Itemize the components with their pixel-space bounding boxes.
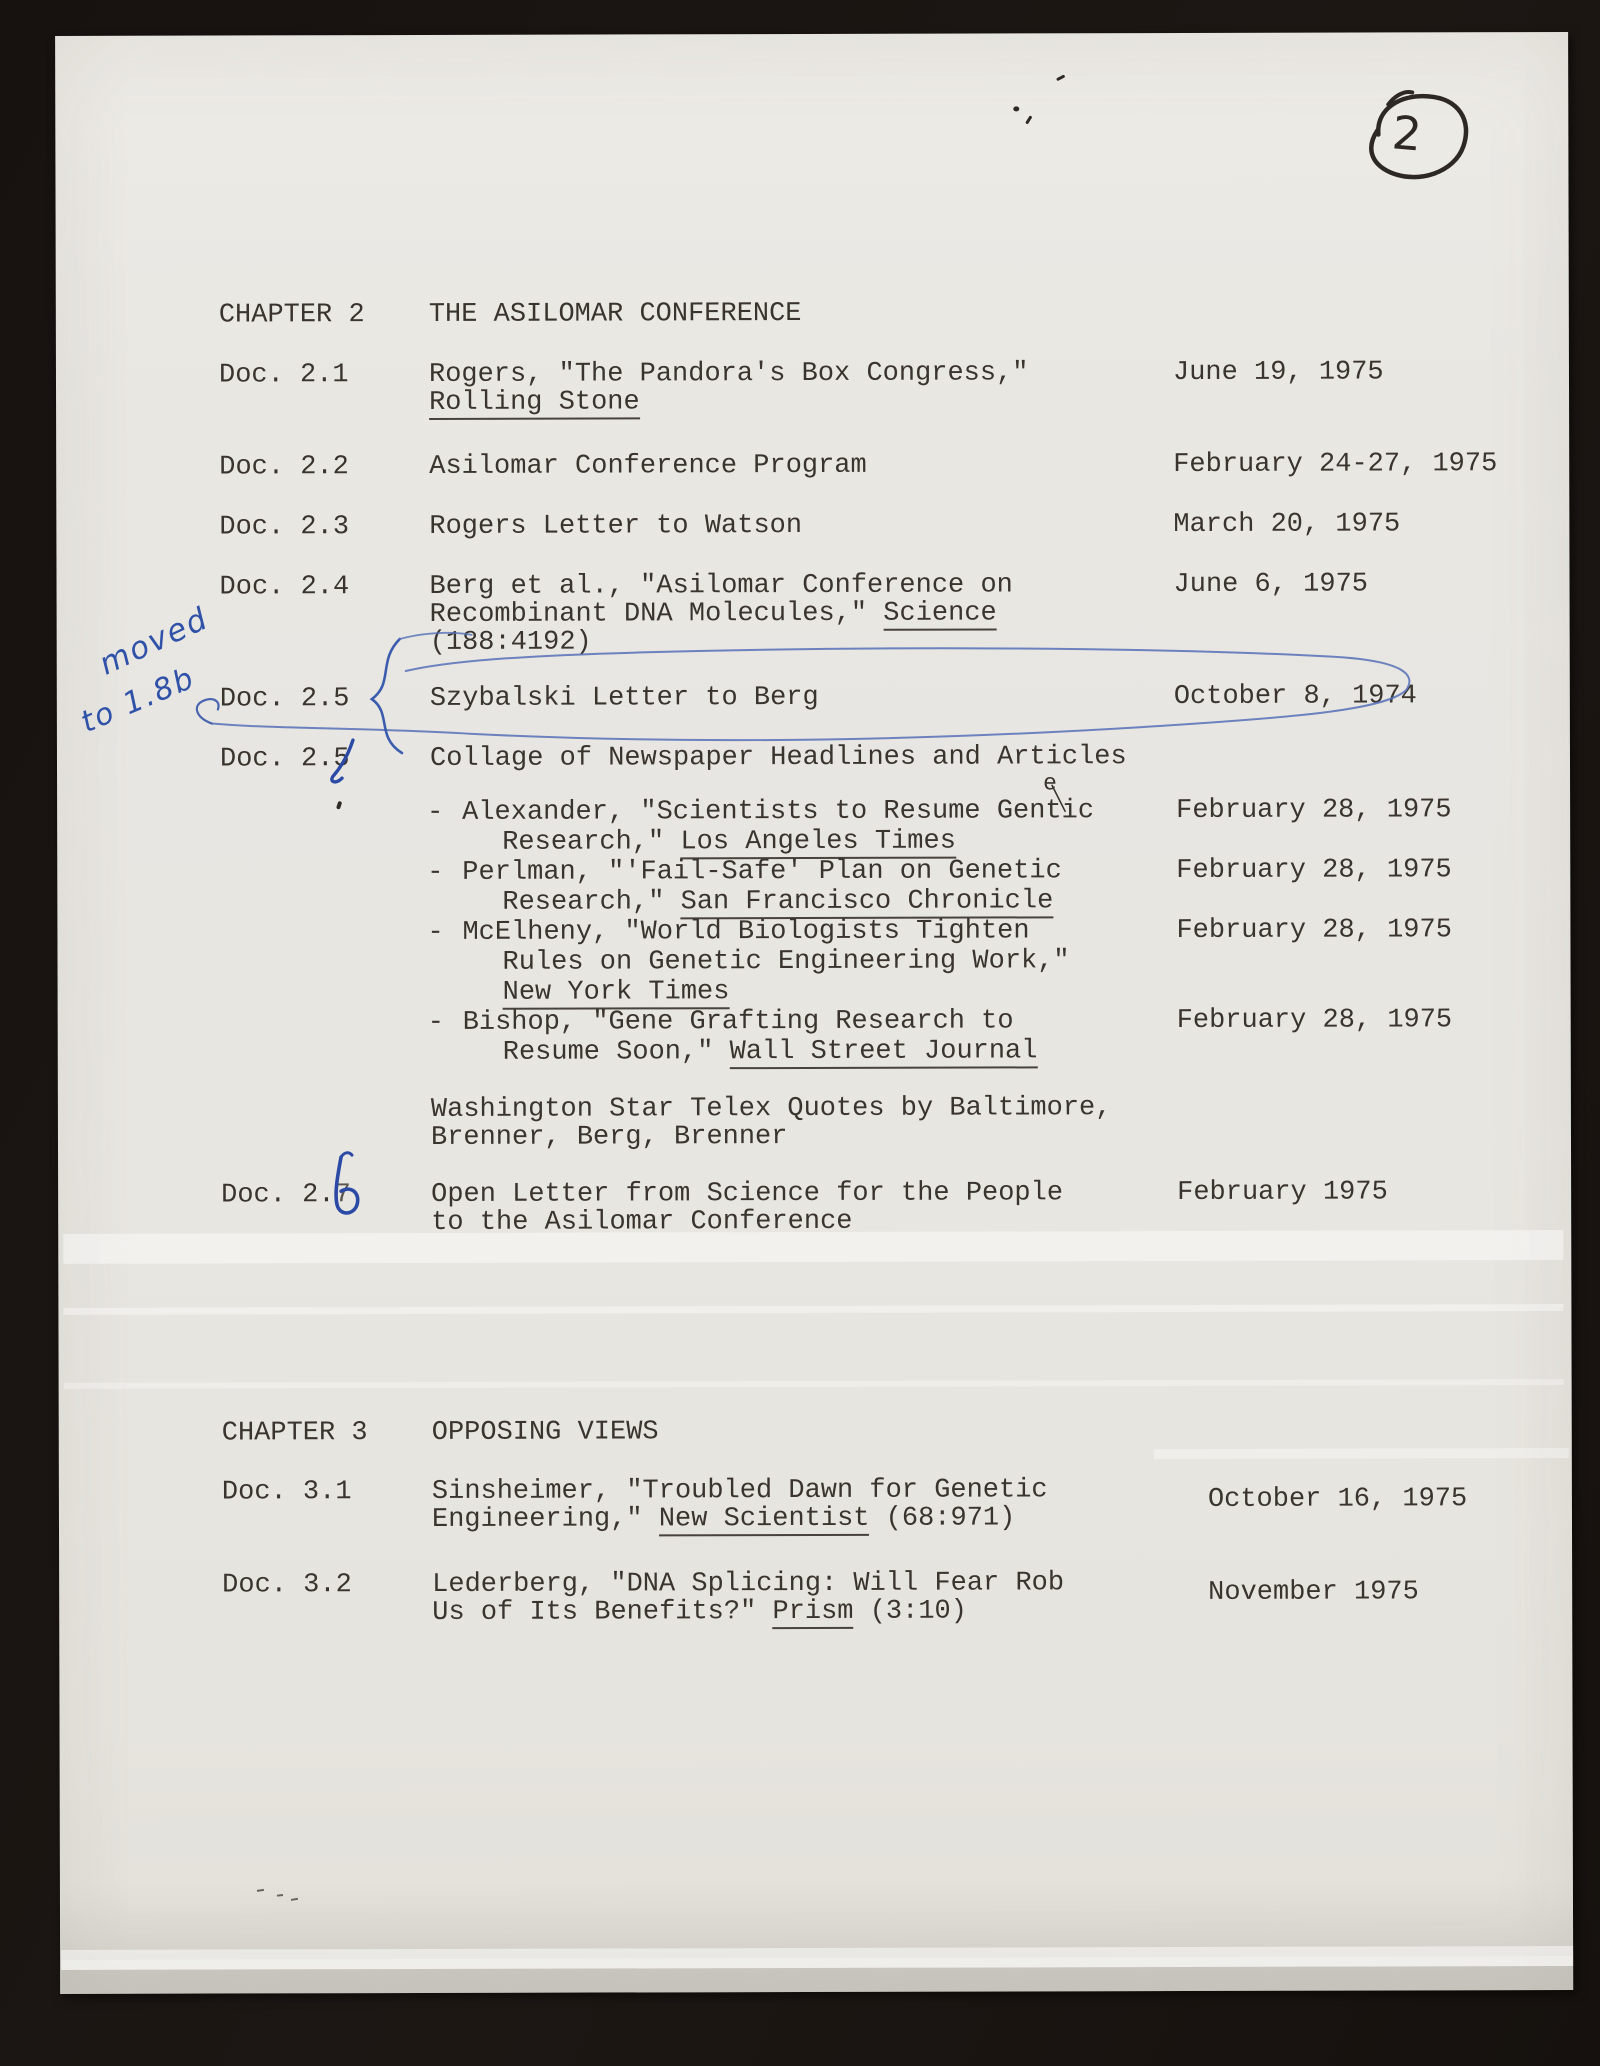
doc-label: [220, 745, 350, 773]
doc-title-line: [432, 1504, 1015, 1534]
text-segment: San Francisco Chronicle: [680, 886, 1054, 918]
doc-label-digit: 5: [333, 744, 350, 775]
text-segment: Research,": [502, 827, 681, 858]
doc-label: Doc. 2.4: [219, 572, 350, 603]
text-segment: Szybalski Letter to Berg: [429, 682, 819, 714]
doc-date: February 28, 1975: [1176, 915, 1452, 947]
collage-item-line: [502, 828, 956, 857]
doc-date: March 20, 1975: [1173, 509, 1401, 541]
telex-note-line: [431, 1123, 788, 1152]
text-segment: Wall Street Journal: [729, 1036, 1038, 1068]
text-segment: Asilomar Conference Program: [429, 450, 867, 482]
collage-item-line: [503, 1037, 1038, 1066]
text-segment: Berg et al., "Asilomar Conference on: [429, 570, 1013, 602]
chapter-title: THE ASILOMAR CONFERENCE: [428, 298, 802, 330]
doc-label: Doc. 2.2: [219, 452, 349, 483]
doc-title-line: [429, 388, 640, 417]
doc-title-line: [430, 629, 592, 657]
text-segment: Rules on Genetic Engineering Work,": [502, 946, 1070, 978]
doc-date: October 8, 1974: [1173, 681, 1417, 713]
doc-title-line: [432, 1598, 967, 1627]
bullet-dash: -: [427, 917, 444, 948]
text-segment: Us of Its Benefits?": [432, 1597, 773, 1628]
chapter-label: CHAPTER 3: [221, 1418, 368, 1449]
text-segment: Rogers, "The Pandora's Box Congress,": [428, 358, 1029, 390]
collage-item-line: [463, 1007, 1014, 1036]
doc-label-digit: 7: [334, 1180, 351, 1211]
bullet-dash: -: [427, 797, 444, 828]
doc-date: February 28, 1975: [1176, 855, 1452, 887]
doc-title-line: [430, 743, 1127, 773]
doc-title-line: [432, 1569, 1064, 1599]
doc-title-line: [431, 1208, 852, 1237]
doc-title-line: [429, 359, 1029, 389]
collage-item-line: [502, 947, 1069, 976]
text-segment: Alexander, "Scientists to Resume Gentic: [462, 796, 1095, 828]
text-segment: Rogers Letter to Watson: [429, 510, 803, 542]
doc-date: February 28, 1975: [1176, 795, 1452, 827]
doc-date: June 6, 1975: [1173, 569, 1369, 601]
collage-item-line: [502, 887, 1053, 916]
doc-date: June 19, 1975: [1172, 357, 1384, 389]
collage-item-line: [462, 917, 1029, 946]
text-segment: (188:4192): [429, 627, 592, 658]
doc-date: February 24-27, 1975: [1173, 449, 1498, 481]
doc-label: Doc. 2.3: [219, 512, 350, 543]
bullet-dash: -: [427, 1007, 444, 1038]
text-segment: Open Letter from Science for the People: [431, 1178, 1064, 1210]
inserted-letter-correction: e: [1043, 770, 1057, 797]
text-segment: to the Asilomar Conference: [431, 1206, 853, 1238]
doc-label: Doc. 3.2: [222, 1570, 352, 1601]
moved-note-handwriting: moved: [93, 600, 215, 683]
text-segment: Sinsheimer, "Troubled Dawn for Genetic: [431, 1475, 1048, 1507]
telex-note-line: [431, 1094, 1112, 1124]
text-segment: New York Times: [502, 977, 730, 1008]
chapter-title: OPPOSING VIEWS: [431, 1417, 659, 1448]
bullet-dash: -: [427, 857, 444, 888]
text-segment: Los Angeles Times: [680, 826, 956, 858]
doc-label: [221, 1181, 351, 1209]
doc-title-line: [431, 1179, 1063, 1209]
text-segment: Brenner, Berg, Brenner: [430, 1122, 788, 1153]
text-segment: Research,": [502, 887, 681, 918]
ink-speck: [1013, 106, 1019, 111]
text-segment: McElheny, "World Biologists Tighten: [462, 916, 1030, 948]
text-segment: Rolling Stone: [429, 387, 640, 418]
doc-title-line: [432, 1476, 1048, 1506]
doc-date: February 1975: [1177, 1177, 1388, 1209]
text-segment: Lederberg, "DNA Splicing: Will Fear Rob: [432, 1568, 1065, 1600]
text-segment: Prism: [772, 1596, 854, 1628]
moved-note-handwriting: to 1.8b: [75, 660, 201, 741]
text-segment: (3:10): [853, 1596, 967, 1627]
text-segment: Collage of Newspaper Headlines and Articles: [429, 742, 1127, 774]
text-segment: New Scientist: [658, 1503, 870, 1535]
doc-title-line: [429, 512, 802, 541]
text-segment: Bishop, "Gene Grafting Research to: [462, 1006, 1014, 1038]
chapter-label: CHAPTER 2: [218, 300, 365, 331]
doc-label-prefix: Doc. 2.: [219, 744, 334, 775]
text-segment: Engineering,": [431, 1504, 659, 1535]
page-number: 2: [1390, 105, 1424, 162]
collage-item-line: [462, 797, 1094, 827]
doc-title-line: [429, 452, 867, 481]
doc-label: Doc. 2.5: [219, 684, 350, 715]
doc-date: November 1975: [1208, 1577, 1419, 1608]
doc-label: Doc. 3.1: [221, 1477, 352, 1508]
doc-label: Doc. 2.1: [218, 360, 349, 391]
doc-title-line: [429, 571, 1012, 601]
text-segment: Resume Soon,": [502, 1037, 730, 1068]
collage-item-line: [462, 857, 1062, 887]
text-segment: Perlman, "'Fail-Safe' Plan on Genetic: [462, 856, 1062, 888]
text-segment: Washington Star Telex Quotes by Baltimore,: [430, 1093, 1112, 1125]
text-segment: Science: [883, 598, 997, 629]
doc-title-line: [430, 684, 819, 713]
doc-date: February 28, 1975: [1176, 1005, 1453, 1037]
doc-date: October 16, 1975: [1207, 1484, 1468, 1515]
collage-item-line: [503, 978, 730, 1007]
text-segment: Recombinant DNA Molecules,": [429, 598, 884, 630]
doc-label-prefix: Doc. 2.: [221, 1180, 335, 1211]
doc-title-line: [430, 599, 997, 628]
text-segment: (68:971): [869, 1503, 1016, 1534]
